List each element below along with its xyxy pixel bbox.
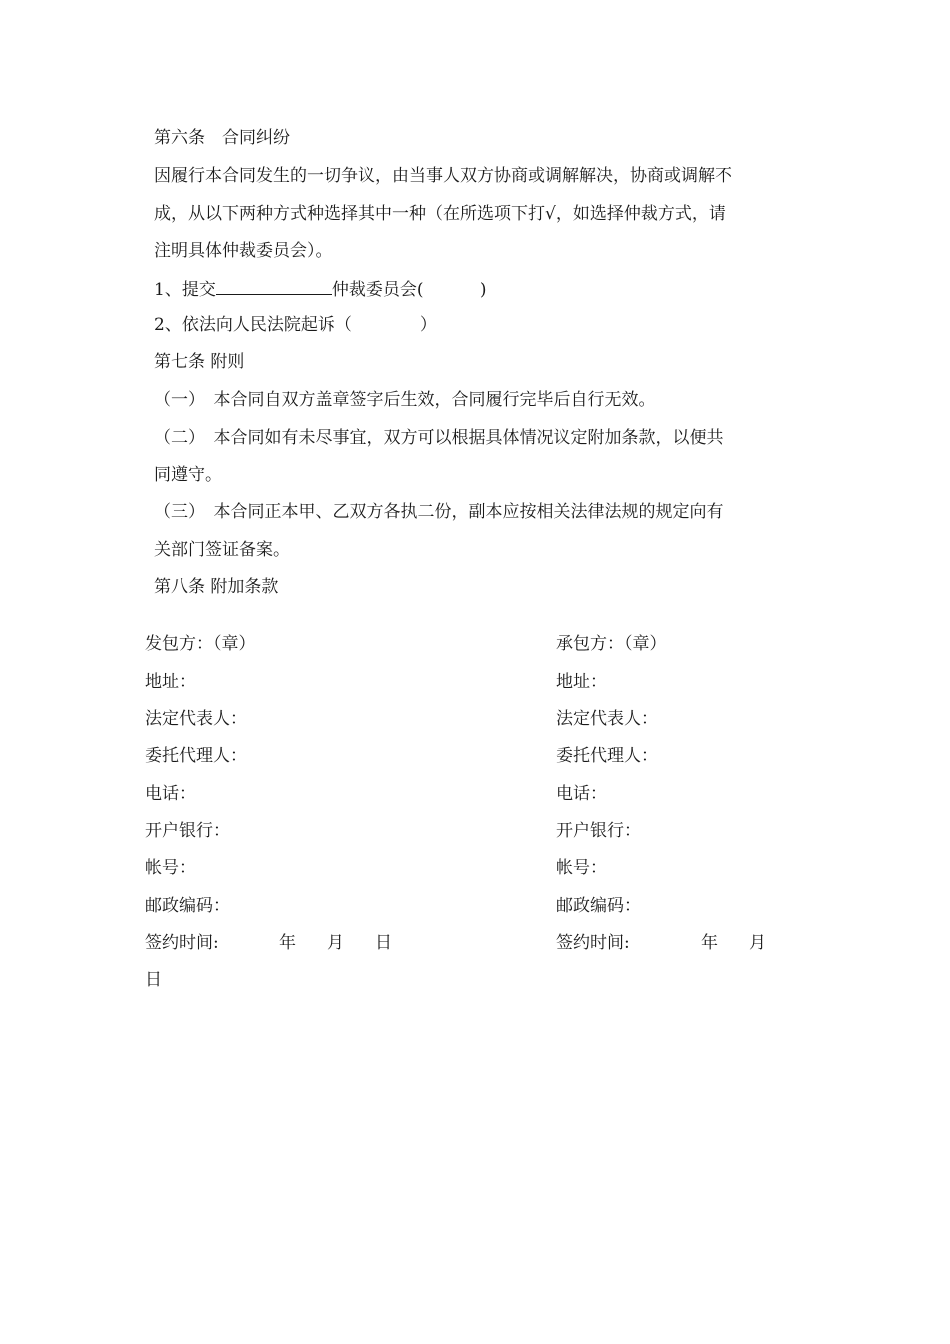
article7-item3-line2: 关部门签证备案。 xyxy=(154,540,290,560)
right-date-label: 签约时间: xyxy=(556,933,630,953)
article6-option1 xyxy=(154,276,487,300)
right-legal-rep: 法定代表人： xyxy=(556,709,658,729)
article6-para-line1: 因履行本合同发生的一切争议，由当事人双方协商或调解解决，协商或调解不 xyxy=(154,166,732,186)
left-legal-rep: 法定代表人： xyxy=(145,709,247,729)
article7-title: 第七条 附则 xyxy=(154,352,245,372)
right-account: 帐号： xyxy=(556,858,607,878)
left-year: 年 xyxy=(279,933,296,953)
option1-suffix: 仲裁委员会( ) xyxy=(331,280,487,300)
left-account: 帐号： xyxy=(145,858,196,878)
left-address: 地址： xyxy=(145,672,196,692)
article7-item2-line2: 同遵守。 xyxy=(154,465,222,485)
right-phone: 电话： xyxy=(556,784,607,804)
arbitration-blank xyxy=(216,276,332,295)
left-agent: 委托代理人： xyxy=(145,746,247,766)
left-bank: 开户银行： xyxy=(145,821,230,841)
article7-item1: （一） 本合同自双方盖章签字后生效，合同履行完毕后自行无效。 xyxy=(154,390,656,410)
left-phone: 电话： xyxy=(145,784,196,804)
article6-para-line2: 成，从以下两种方式种选择其中一种（在所选项下打√，如选择仲裁方式，请 xyxy=(154,204,726,224)
right-address: 地址： xyxy=(556,672,607,692)
article7-item2-line1: （二） 本合同如有未尽事宜，双方可以根据具体情况议定附加条款，以便共 xyxy=(154,428,724,448)
left-postcode: 邮政编码： xyxy=(145,896,230,916)
left-month: 月 xyxy=(327,933,344,953)
article8-title: 第八条 附加条款 xyxy=(154,577,279,597)
left-day: 日 xyxy=(375,933,392,953)
article6-option2: 2、依法向人民法院起诉（ ） xyxy=(154,315,437,335)
article6-para-line3: 注明具体仲裁委员会）。 xyxy=(154,241,333,261)
right-agent: 委托代理人： xyxy=(556,746,658,766)
left-date-label: 签约时间: xyxy=(145,933,219,953)
right-party: 承包方：（章） xyxy=(556,634,667,654)
left-party: 发包方：（章） xyxy=(145,634,256,654)
option1-prefix: 1、提交 xyxy=(154,280,216,300)
right-year: 年 xyxy=(701,933,718,953)
right-bank: 开户银行： xyxy=(556,821,641,841)
right-postcode: 邮政编码： xyxy=(556,896,641,916)
article6-title: 第六条 合同纠纷 xyxy=(154,128,290,148)
right-month: 月 xyxy=(749,933,766,953)
right-day: 日 xyxy=(145,970,162,990)
article7-item3-line1: （三） 本合同正本甲、乙双方各执二份，副本应按相关法律法规的规定向有 xyxy=(154,502,724,522)
